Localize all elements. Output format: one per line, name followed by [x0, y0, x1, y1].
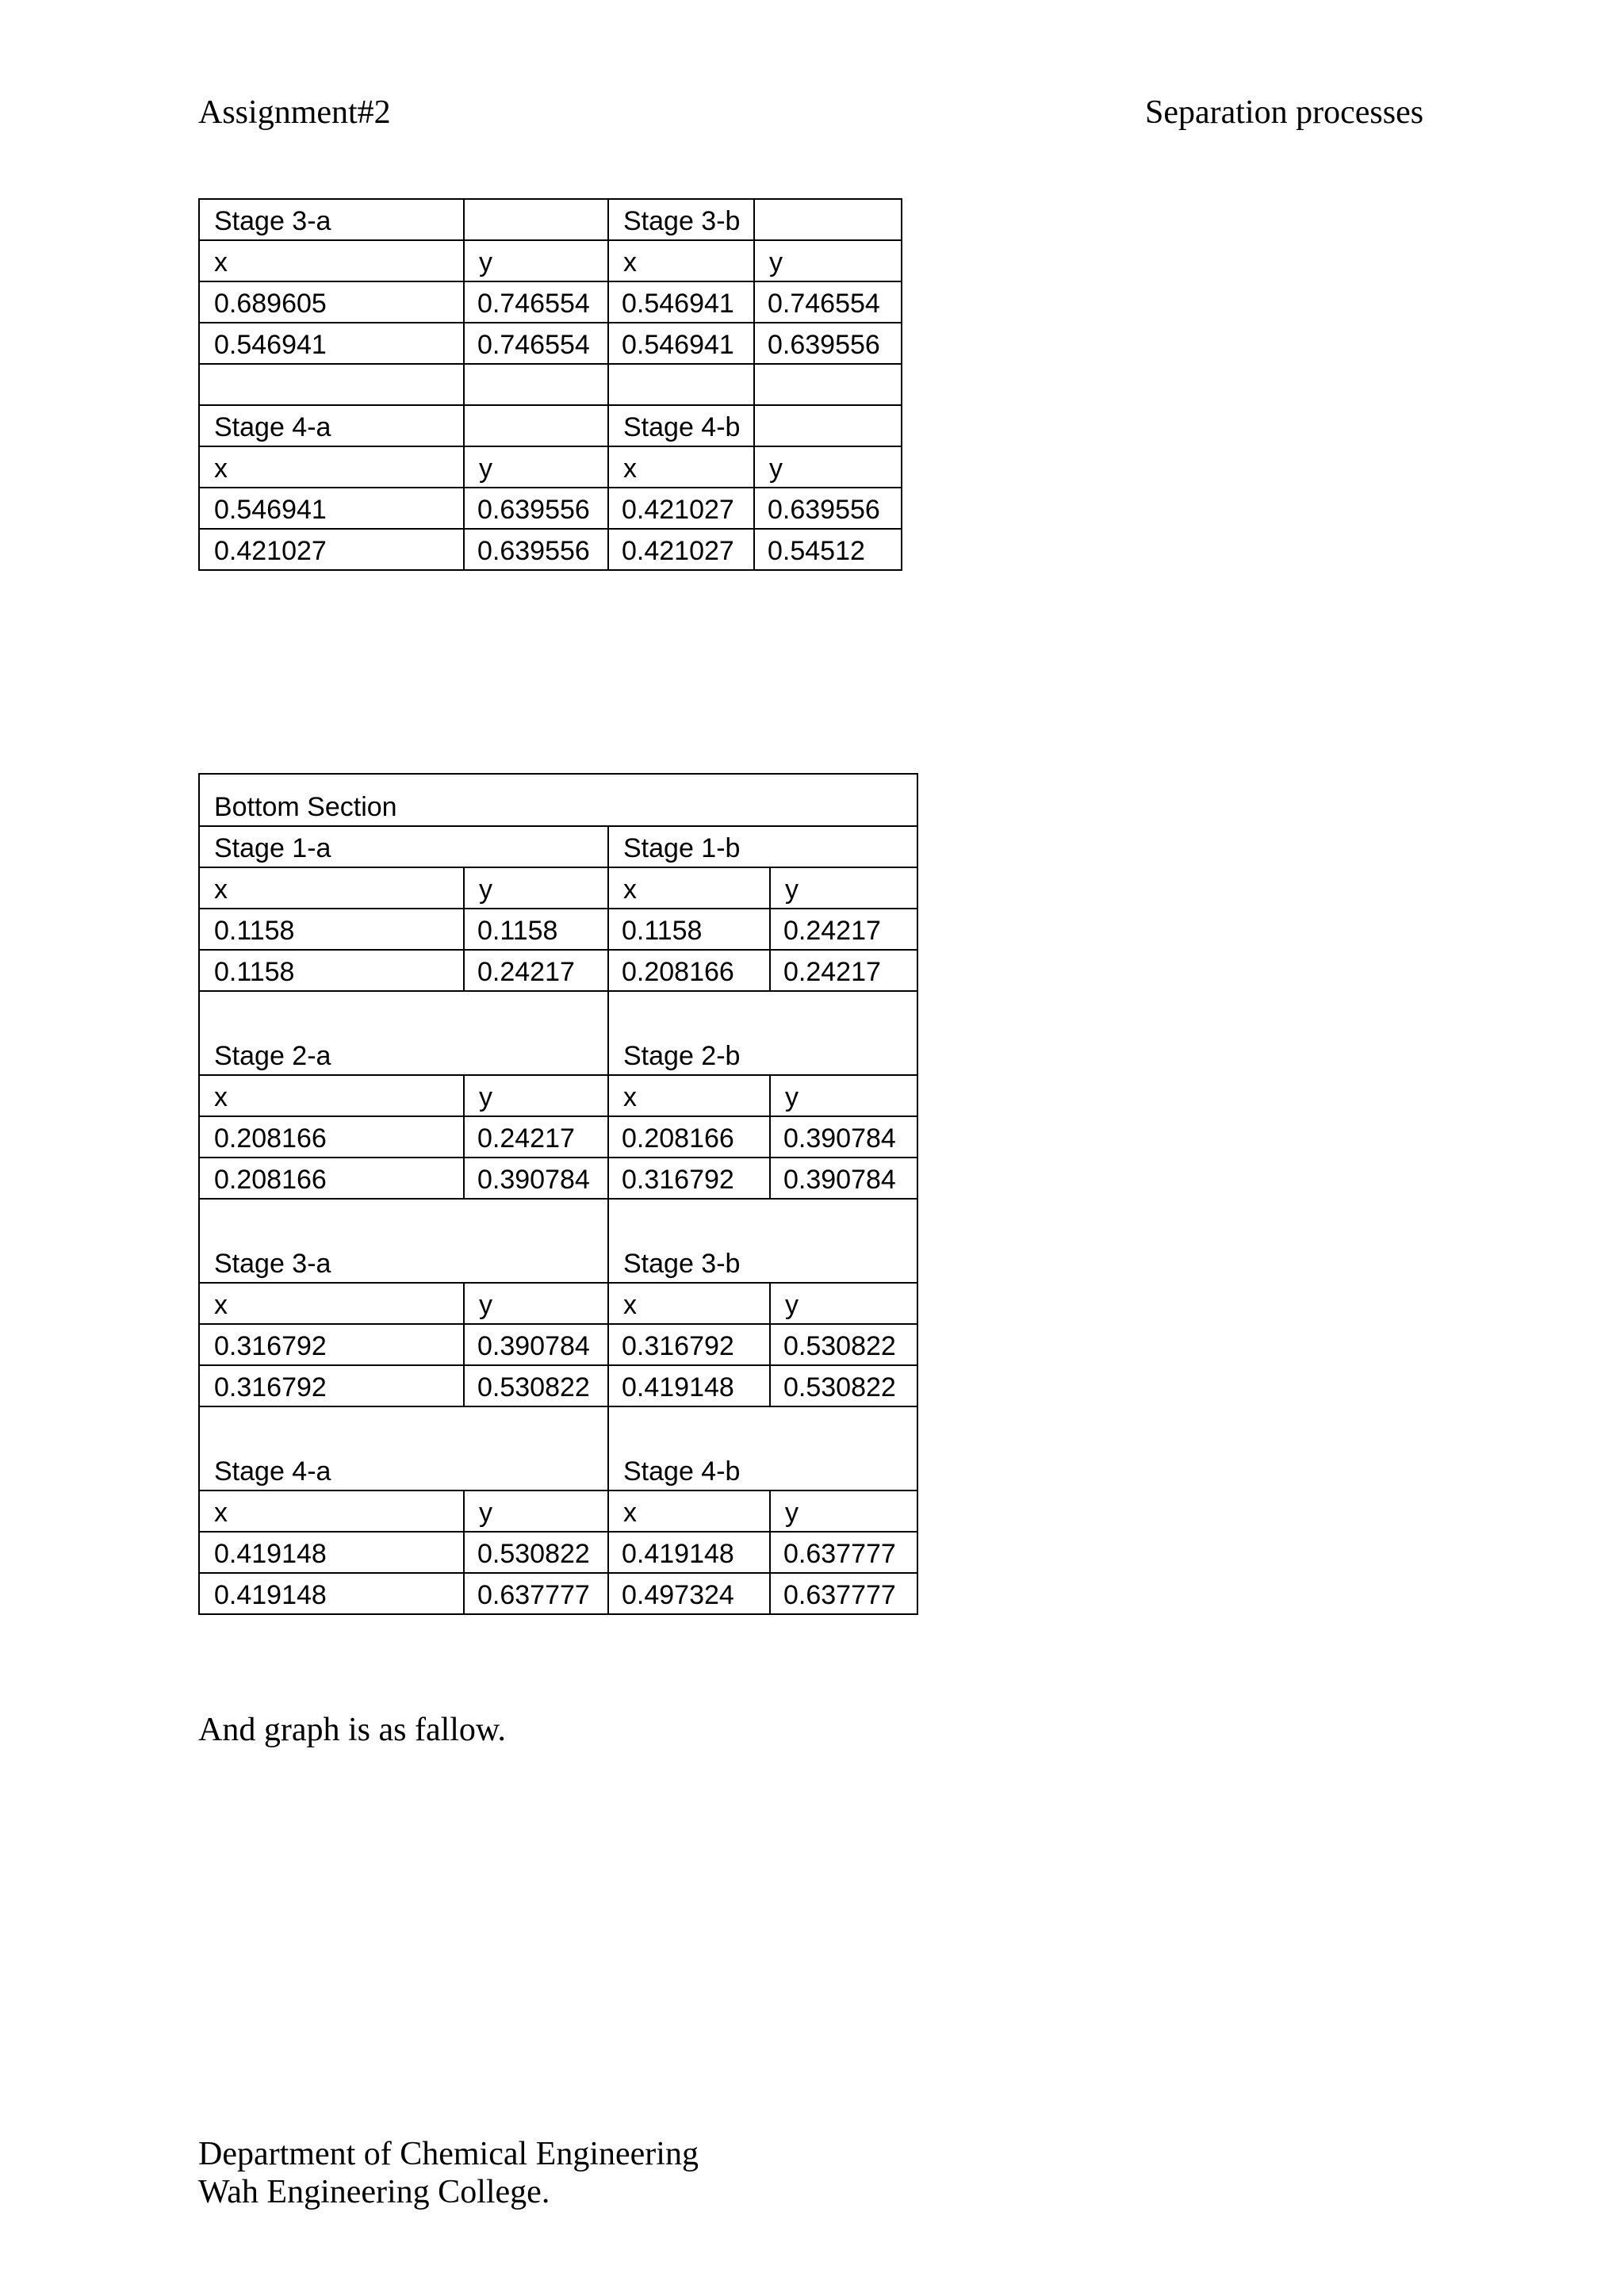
table-row [199, 1324, 917, 1365]
col-header: x [199, 1075, 464, 1116]
table-cell: 0.421027 [199, 529, 464, 570]
table-cell: 0.746554 [754, 281, 902, 323]
table-row [199, 950, 917, 991]
col-header: y [464, 240, 608, 281]
stage-label-a: Stage 2-a [199, 991, 608, 1075]
col-header: y [770, 867, 917, 909]
table-cell: 0.390784 [770, 1116, 917, 1158]
table-row [199, 1532, 917, 1573]
table-cell: 0.208166 [608, 950, 770, 991]
table-cell: 0.546941 [608, 281, 754, 323]
col-header: y [464, 867, 608, 909]
top-stages-table [198, 198, 902, 571]
table-cell: 0.419148 [199, 1532, 464, 1573]
col-header: y [770, 1490, 917, 1532]
table-cell: 0.390784 [464, 1158, 608, 1199]
table-cell: 0.24217 [464, 1116, 608, 1158]
table-cell: 0.639556 [754, 488, 902, 529]
graph-caption: And graph is as fallow. [198, 1712, 507, 1748]
stage-label-b: Stage 3-b [608, 1199, 917, 1283]
stage-label-a: Stage 4-a [199, 405, 464, 446]
header-course-title: Separation processes [1145, 94, 1424, 131]
table-cell: 0.689605 [199, 281, 464, 323]
stage-label-a: Stage 3-a [199, 199, 464, 240]
table-cell: 0.208166 [608, 1116, 770, 1158]
table-row [199, 1158, 917, 1199]
empty-row [199, 364, 902, 405]
table-cell: 0.24217 [770, 909, 917, 950]
stage-label-b: Stage 1-b [608, 826, 917, 867]
table-cell: 0.208166 [199, 1158, 464, 1199]
col-header: y [464, 1075, 608, 1116]
table-cell: 0.24217 [464, 950, 608, 991]
col-header: y [464, 1490, 608, 1532]
table-cell: 0.746554 [464, 323, 608, 364]
column-header-row [199, 867, 917, 909]
table-cell: 0.316792 [608, 1324, 770, 1365]
table-cell: 0.497324 [608, 1573, 770, 1614]
col-header: x [608, 1075, 770, 1116]
table-cell: 0.1158 [199, 909, 464, 950]
footer-department: Department of Chemical Engineering [198, 2136, 699, 2172]
col-header: y [770, 1075, 917, 1116]
table-cell: 0.530822 [464, 1532, 608, 1573]
column-header-row [199, 446, 902, 488]
section-title-row [199, 774, 917, 826]
stage-label-a: Stage 3-a [199, 1199, 608, 1283]
stage-label-b: Stage 4-b [608, 1406, 917, 1490]
table-row [199, 488, 902, 529]
table-cell: 0.1158 [464, 909, 608, 950]
table-row [199, 909, 917, 950]
table-cell: 0.419148 [608, 1365, 770, 1406]
table-cell: 0.637777 [464, 1573, 608, 1614]
table-cell: 0.316792 [199, 1324, 464, 1365]
table-cell: 0.419148 [608, 1532, 770, 1573]
col-header: x [199, 446, 464, 488]
col-header: y [754, 240, 902, 281]
stage-label-row [199, 826, 917, 867]
stage-label-b: Stage 4-b [608, 405, 754, 446]
table-cell: 0.639556 [464, 488, 608, 529]
table-cell: 0.54512 [754, 529, 902, 570]
column-header-row [199, 1490, 917, 1532]
table-cell: 0.390784 [464, 1324, 608, 1365]
column-header-row [199, 1283, 917, 1324]
table-cell: 0.639556 [754, 323, 902, 364]
table-cell: 0.546941 [608, 323, 754, 364]
section-title: Bottom Section [199, 774, 917, 826]
column-header-row [199, 240, 902, 281]
table-row [199, 1116, 917, 1158]
stage-label-b: Stage 3-b [608, 199, 754, 240]
col-header: x [608, 1490, 770, 1532]
col-header: x [199, 1490, 464, 1532]
table-cell: 0.208166 [199, 1116, 464, 1158]
col-header: x [608, 240, 754, 281]
col-header: y [754, 446, 902, 488]
header-assignment-title: Assignment#2 [198, 94, 391, 131]
col-header: y [464, 446, 608, 488]
table-row [199, 529, 902, 570]
stage-label-row [199, 199, 902, 240]
col-header: x [199, 867, 464, 909]
table-cell: 0.419148 [199, 1573, 464, 1614]
table-cell: 0.546941 [199, 488, 464, 529]
table-row [199, 281, 902, 323]
table-cell: 0.530822 [770, 1365, 917, 1406]
col-header: y [464, 1283, 608, 1324]
footer-college: Wah Engineering College. [198, 2174, 550, 2210]
table-cell: 0.639556 [464, 529, 608, 570]
table-row [199, 1573, 917, 1614]
stage-label-b: Stage 2-b [608, 991, 917, 1075]
col-header: x [199, 1283, 464, 1324]
table-cell: 0.1158 [199, 950, 464, 991]
table-cell: 0.316792 [199, 1365, 464, 1406]
col-header: y [770, 1283, 917, 1324]
table-cell: 0.24217 [770, 950, 917, 991]
table-cell: 0.546941 [199, 323, 464, 364]
table-cell: 0.421027 [608, 529, 754, 570]
col-header: x [608, 446, 754, 488]
bottom-section-table [198, 773, 918, 1615]
stage-label-row [199, 1199, 917, 1283]
table-cell: 0.746554 [464, 281, 608, 323]
table-cell: 0.530822 [770, 1324, 917, 1365]
table-cell: 0.637777 [770, 1532, 917, 1573]
stage-label-a: Stage 1-a [199, 826, 608, 867]
table-cell: 0.530822 [464, 1365, 608, 1406]
column-header-row [199, 1075, 917, 1116]
table-cell: 0.421027 [608, 488, 754, 529]
stage-label-row [199, 1406, 917, 1490]
col-header: x [608, 867, 770, 909]
table-cell: 0.1158 [608, 909, 770, 950]
stage-label-row [199, 405, 902, 446]
table-row [199, 323, 902, 364]
table-cell: 0.316792 [608, 1158, 770, 1199]
table-cell: 0.390784 [770, 1158, 917, 1199]
stage-label-a: Stage 4-a [199, 1406, 608, 1490]
stage-label-row [199, 991, 917, 1075]
col-header: x [199, 240, 464, 281]
col-header: x [608, 1283, 770, 1324]
table-row [199, 1365, 917, 1406]
table-cell: 0.637777 [770, 1573, 917, 1614]
